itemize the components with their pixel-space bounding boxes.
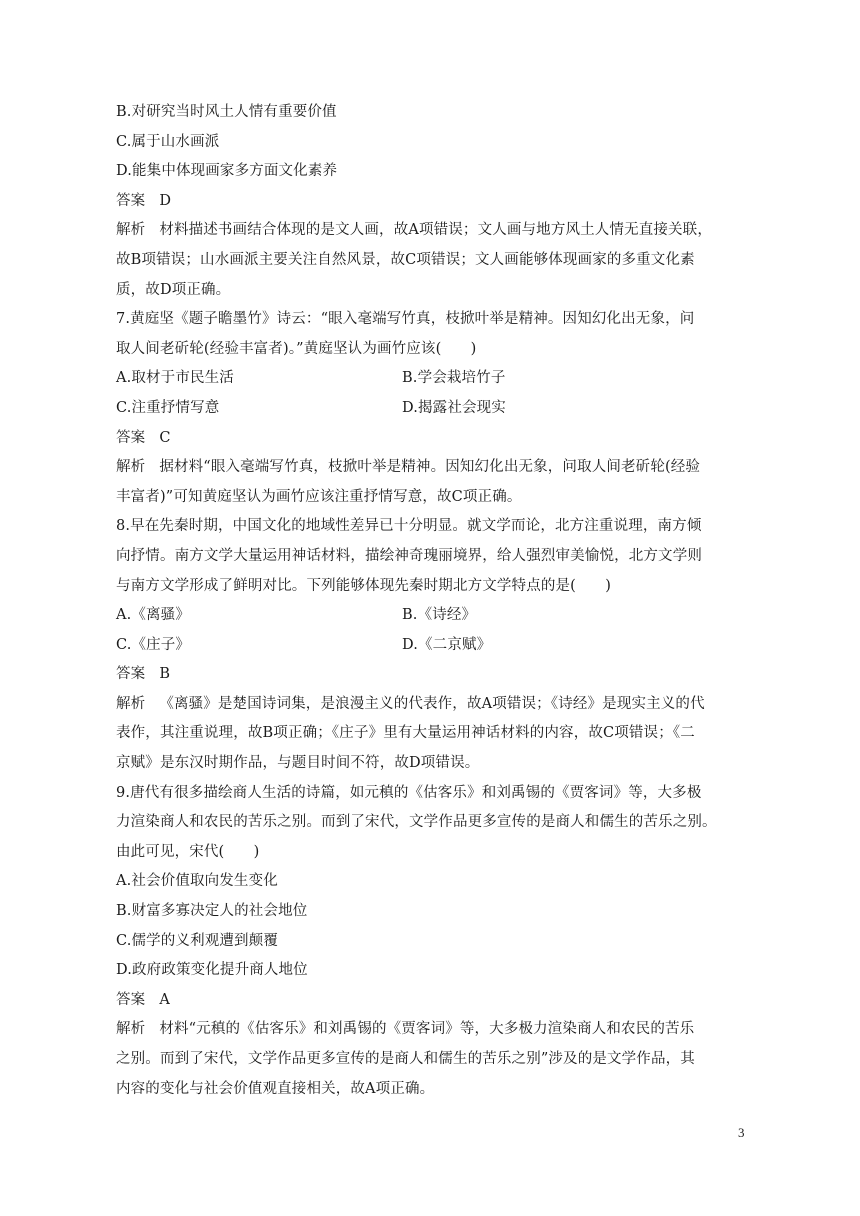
text-line: 故B项错误；山水画派主要关注自然风景，故C项错误；文人画能够体现画家的多重文化素 xyxy=(116,251,695,268)
text-line: 之别。而到了宋代，文学作品更多宣传的是商人和儒生的苦乐之别”涉及的是文学作品，其 xyxy=(116,1051,695,1067)
text-line: B.对研究当时风土人情有重要价值 xyxy=(116,104,337,120)
option-row xyxy=(116,601,748,631)
explanation-label: 解析 xyxy=(116,459,146,476)
option-right: D.揭露社会现实 xyxy=(402,399,506,416)
text-line: 取人间老斫轮(经验丰富者)。”黄庭坚认为画竹应该( ) xyxy=(116,340,477,357)
text-line: A.社会价值取向发生变化 xyxy=(116,873,278,890)
explanation-text: 据材料“眼入毫端写竹真，枝掀叶举是精神。因知幻化出无象，问取人间老斫轮(经验 xyxy=(159,459,701,476)
answer-label: 答案 xyxy=(116,666,146,683)
option-left: A.《离骚》 xyxy=(116,607,190,624)
answer-label: 答案 xyxy=(116,192,146,209)
text-line: 9.唐代有很多描绘商人生活的诗篇，如元稹的《估客乐》和刘禹锡的《贾客词》等，大多极 xyxy=(116,784,702,801)
explanation-line xyxy=(116,1015,748,1045)
text-line: C.属于山水画派 xyxy=(116,133,220,150)
text-line: 表作，其注重说理，故B项正确；《庄子》里有大量运用神话材料的内容，故C项错误；《二 xyxy=(116,725,695,742)
explanation-text: 材料描述书画结合体现的是文人画，故A项错误；文人画与地方风土人情无直接关联， xyxy=(159,222,712,239)
option-right: B.《诗经》 xyxy=(402,607,477,624)
option-right: B.学会栽培竹子 xyxy=(402,370,506,387)
text-line: C.儒学的义利观遭到颠覆 xyxy=(116,932,278,949)
explanation-label: 解析 xyxy=(116,1021,146,1038)
answer-value: A xyxy=(159,991,170,1008)
text-line: 8.早在先秦时期，中国文化的地域性差异已十分明显。就文学而论，北方注重说理，南方倾 xyxy=(116,518,702,535)
text-line: 由此可见，宋代( ) xyxy=(116,843,260,860)
explanation-text: 材料“元稹的《估客乐》和刘禹锡的《贾客词》等，大多极力渲染商人和农民的苦乐 xyxy=(159,1021,695,1038)
answer-value: B xyxy=(159,666,171,683)
document-body xyxy=(116,98,748,1104)
text-line: 7.黄庭坚《题子瞻墨竹》诗云：“眼入毫端写竹真，枝掀叶举是精神。因知幻化出无象，问 xyxy=(116,311,695,328)
text-line: 力渲染商人和农民的苦乐之别。而到了宋代，文学作品更多宣传的是商人和儒生的苦乐之别。 xyxy=(116,814,717,831)
option-left: A.取材于市民生活 xyxy=(116,370,234,387)
option-right: D.《二京赋》 xyxy=(402,636,492,653)
text-line: 丰富者)”可知黄庭坚认为画竹应该注重抒情写意，故C项正确。 xyxy=(116,488,522,505)
answer-value: D xyxy=(159,192,172,209)
text-line: D.政府政策变化提升商人地位 xyxy=(116,962,308,979)
answer-line xyxy=(116,986,748,1016)
text-line: 与南方文学形成了鲜明对比。下列能够体现先秦时期北方文学特点的是( ) xyxy=(116,577,612,594)
explanation-label: 解析 xyxy=(116,222,146,239)
answer-value: C xyxy=(159,429,171,446)
text-line: B.财富多寡决定人的社会地位 xyxy=(116,903,308,920)
answer-label: 答案 xyxy=(116,991,146,1008)
text-line: 内容的变化与社会价值观直接相关，故A项正确。 xyxy=(116,1080,435,1097)
option-row xyxy=(116,631,748,661)
explanation-line xyxy=(116,690,748,720)
answer-line xyxy=(116,187,748,217)
option-row xyxy=(116,364,748,394)
option-row xyxy=(116,394,748,424)
text-line: D.能集中体现画家多方面文化素养 xyxy=(116,163,338,180)
answer-label: 答案 xyxy=(116,429,146,446)
answer-line xyxy=(116,660,748,690)
option-left: C.注重抒情写意 xyxy=(116,399,220,416)
explanation-line xyxy=(116,453,748,483)
explanation-line xyxy=(116,216,748,246)
explanation-text: 《离骚》是楚国诗词集，是浪漫主义的代表作，故A项错误；《诗经》是现实主义的代 xyxy=(159,695,705,712)
text-line: 向抒情。南方文学大量运用神话材料，描绘神奇瑰丽境界，给人强烈审美愉悦，北方文学则 xyxy=(116,547,702,564)
text-line: 京赋》是东汉时期作品，与题目时间不符，故D项错误。 xyxy=(116,755,480,772)
page-number: 3 xyxy=(738,1125,745,1140)
explanation-label: 解析 xyxy=(116,695,146,712)
text-line: 质，故D项正确。 xyxy=(116,281,231,298)
answer-line xyxy=(116,424,748,454)
option-left: C.《庄子》 xyxy=(116,636,191,653)
